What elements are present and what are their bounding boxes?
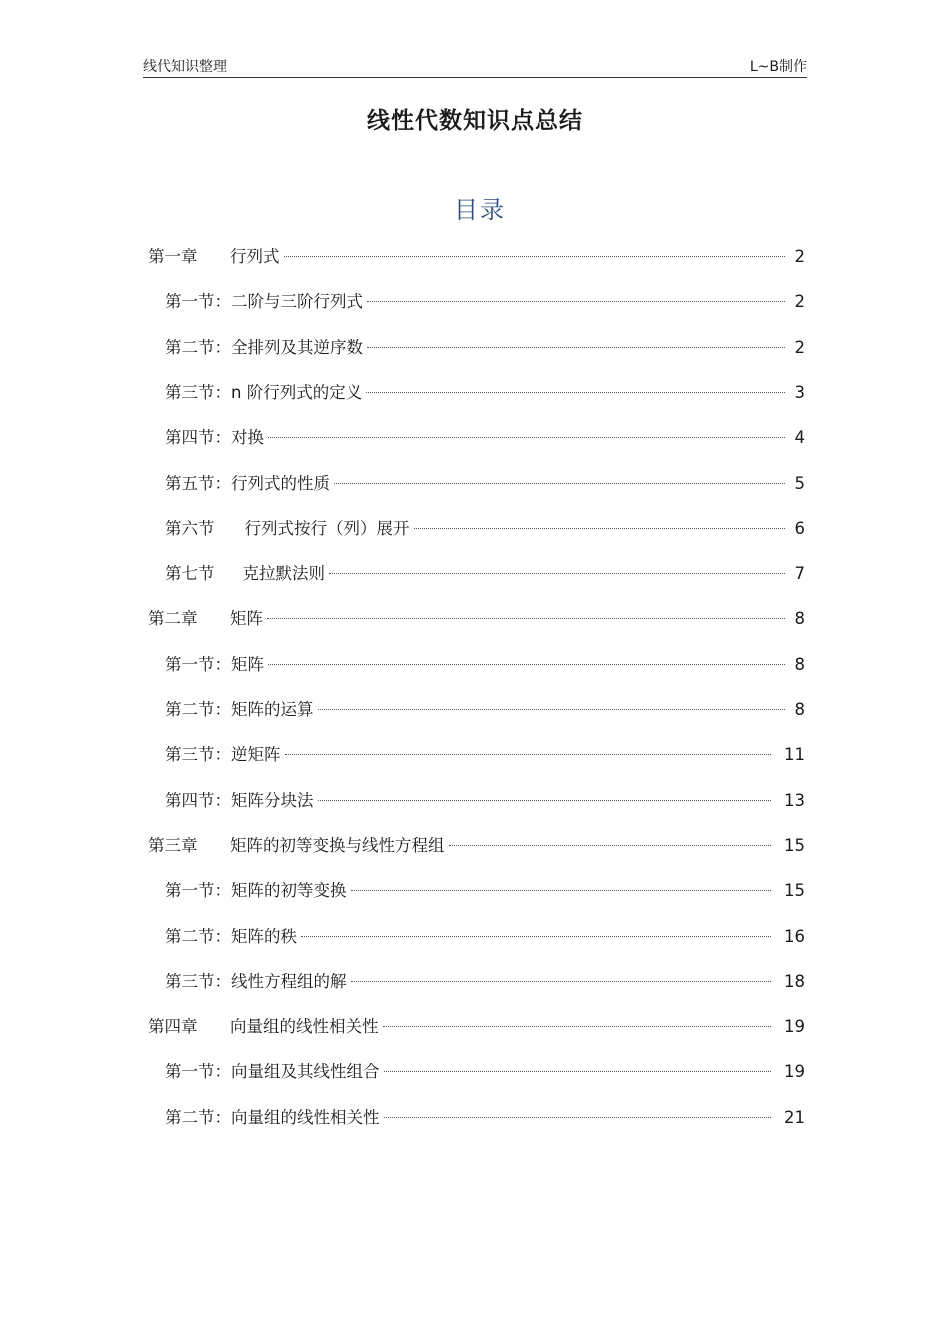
toc-dot-leader	[284, 255, 786, 257]
toc-entry-page: 19	[784, 1062, 805, 1082]
toc-entry-number: 第二节：	[165, 337, 231, 357]
toc-dot-leader	[267, 617, 785, 619]
toc-entry-number: 第一节：	[165, 292, 231, 312]
toc-entry-number: 第三节：	[165, 971, 231, 991]
toc-entry-number: 第二节：	[165, 926, 231, 946]
toc-entry-page: 4	[794, 428, 805, 448]
toc-entry-page: 16	[784, 926, 805, 946]
toc-entry-title: 矩阵	[230, 609, 263, 629]
toc-entry-title: 向量组及其线性组合	[231, 1062, 380, 1082]
toc-entry-page: 15	[784, 881, 805, 901]
toc-entry-chapter[interactable]	[148, 1015, 805, 1039]
toc-dot-leader	[449, 844, 772, 846]
header-left-text: 线代知识整理	[143, 59, 227, 75]
toc-entry-page: 2	[794, 292, 805, 312]
toc-entry-page: 8	[794, 609, 805, 629]
toc-entry-number: 第三节：	[165, 745, 231, 765]
toc-entry-section[interactable]	[165, 290, 805, 314]
toc-entry-number: 第四节：	[165, 790, 231, 810]
toc-dot-leader	[268, 436, 785, 438]
toc-entry-title: 二阶与三阶行列式	[231, 292, 363, 312]
toc-entry-title: 矩阵的初等变换与线性方程组	[230, 835, 445, 855]
toc-entry-title: 矩阵分块法	[231, 790, 314, 810]
toc-dot-leader	[318, 708, 786, 710]
toc-entry-title: 矩阵的运算	[231, 700, 314, 719]
toc-entry-title: 克拉默法则	[242, 564, 325, 584]
toc-entry-chapter[interactable]	[148, 607, 805, 631]
toc-entry-title: 行列式	[230, 247, 280, 266]
toc-entry-section[interactable]	[165, 426, 805, 450]
toc-entry-section[interactable]	[165, 381, 805, 405]
toc-entry-page: 3	[794, 382, 805, 402]
page-header	[143, 55, 807, 78]
toc-entry-title: 逆矩阵	[231, 745, 281, 765]
toc-dot-leader	[367, 300, 785, 302]
toc-entry-page: 5	[794, 473, 805, 493]
toc-entry-section[interactable]	[165, 743, 805, 767]
toc-dot-leader	[301, 935, 771, 937]
toc-entry-title: 矩阵	[231, 654, 264, 674]
toc-entry-title: 向量组的线性相关性	[230, 1017, 379, 1037]
document-title: 线性代数知识点总结	[367, 108, 583, 134]
toc-entry-number: 第一节：	[165, 654, 231, 674]
toc-entry-title: 全排列及其逆序数	[231, 337, 363, 357]
toc-dot-leader	[285, 753, 772, 755]
toc-dot-leader	[318, 799, 772, 801]
toc-entry-page: 18	[784, 971, 805, 991]
toc-entry-page: 13	[784, 790, 805, 810]
toc-dot-leader	[329, 572, 785, 574]
header-right-text: L~B制作	[749, 59, 807, 75]
toc-entry-page: 8	[794, 654, 805, 674]
toc-dot-leader	[268, 663, 785, 665]
toc-entry-section[interactable]	[165, 562, 805, 586]
toc-entry-number: 第七节	[165, 564, 215, 584]
toc-entry-section[interactable]	[165, 336, 805, 360]
toc-entry-title: n 阶行列式的定义	[231, 382, 363, 402]
toc-entry-number: 第一节：	[165, 881, 231, 901]
toc-entry-number: 第一章	[148, 247, 198, 266]
toc-entry-section[interactable]	[165, 1106, 805, 1130]
toc-entry-number: 第三节：	[165, 382, 231, 402]
toc-entry-page: 21	[784, 1107, 805, 1127]
toc-dot-leader	[384, 1116, 772, 1118]
toc-entry-section[interactable]	[165, 653, 805, 677]
toc-entry-section[interactable]	[165, 698, 805, 722]
toc-entry-section[interactable]	[165, 789, 805, 813]
toc-entry-page: 19	[784, 1017, 805, 1037]
toc-dot-leader	[334, 482, 785, 484]
toc-entry-section[interactable]	[165, 472, 805, 496]
toc-entry-page: 2	[794, 337, 805, 357]
toc-dot-leader	[367, 346, 785, 348]
toc-entry-number: 第一节：	[165, 1062, 231, 1082]
toc-dot-leader	[366, 391, 785, 393]
toc-entry-number: 第六节	[165, 518, 215, 538]
toc-entry-title: 线性方程组的解	[231, 971, 347, 991]
toc-entry-page: 6	[794, 518, 805, 538]
toc-heading: 目录	[454, 196, 506, 224]
toc-entry-page: 8	[794, 700, 805, 719]
toc-dot-leader	[351, 980, 772, 982]
toc-dot-leader	[383, 1025, 772, 1027]
toc-entry-number: 第四节：	[165, 428, 231, 448]
toc-entry-title: 向量组的线性相关性	[231, 1107, 380, 1127]
toc-entry-section[interactable]	[165, 1060, 805, 1084]
toc-entry-title: 矩阵的秩	[231, 926, 297, 946]
toc-entry-page: 2	[794, 247, 805, 266]
toc-entry-section[interactable]	[165, 970, 805, 994]
toc-dot-leader	[384, 1070, 772, 1072]
toc-dot-leader	[414, 527, 786, 529]
toc-entry-number: 第二章	[148, 609, 198, 629]
toc-entry-title: 对换	[231, 428, 264, 448]
toc-entry-title: 行列式的性质	[231, 473, 330, 493]
toc-entry-number: 第二节：	[165, 700, 231, 719]
toc-entry-section[interactable]	[165, 879, 805, 903]
toc-entry-title: 行列式按行（列）展开	[244, 518, 410, 538]
toc-entry-number: 第二节：	[165, 1107, 231, 1127]
toc-entry-title: 矩阵的初等变换	[231, 881, 347, 901]
toc-entry-number: 第三章	[148, 835, 198, 855]
toc-entry-number: 第四章	[148, 1017, 198, 1037]
toc-entry-page: 7	[794, 564, 805, 584]
toc-entry-page: 15	[784, 835, 805, 855]
toc-entry-chapter[interactable]	[148, 834, 805, 858]
toc-entry-chapter[interactable]	[148, 245, 805, 269]
toc-entry-section[interactable]	[165, 517, 805, 541]
toc-entry-section[interactable]	[165, 925, 805, 949]
toc-entry-page: 11	[784, 745, 805, 765]
toc-entry-number: 第五节：	[165, 473, 231, 493]
toc-dot-leader	[351, 889, 772, 891]
